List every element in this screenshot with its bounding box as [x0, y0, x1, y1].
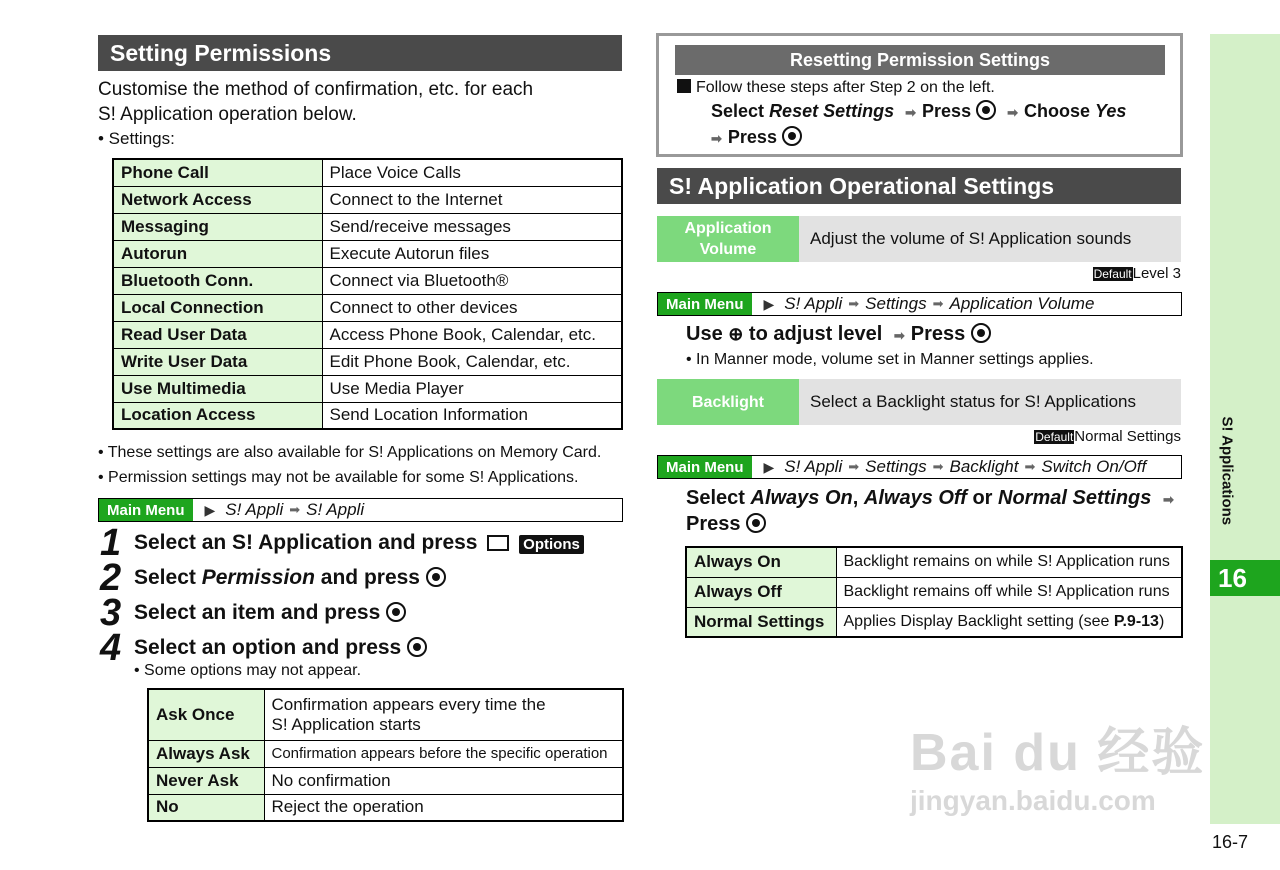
center-key-icon [407, 637, 427, 657]
volume-note: • In Manner mode, volume set in Manner settings applies. [686, 351, 1094, 368]
center-key-icon [386, 602, 406, 622]
step-1: 1 Select an S! Application and press Options [100, 525, 584, 560]
triangle-icon: ▶ [763, 458, 775, 475]
permission-row: Messaging Send/receive messages [113, 213, 622, 240]
chapter-number[interactable]: 16 [1210, 560, 1280, 596]
reset-line1: Follow these steps after Step 2 on the left. [677, 79, 1180, 97]
main-menu-path-volume: Main Menu ▶ S! Appli ➡ Settings ➡ Application Volume [657, 292, 1182, 316]
intro-text: Customise the method of confirmation, etc. for each S! Application operation below. [98, 79, 534, 125]
volume-instruction: Use ⊕ to adjust level ➡ Press [686, 323, 991, 346]
feature-application-volume: Application Volume Adjust the volume of S! Application sounds [657, 216, 1181, 262]
permission-row: Autorun Execute Autorun files [113, 240, 622, 267]
sidebar-label: S! Applications [1218, 416, 1236, 526]
watermark: Bai du 经验 jingyan.baidu.com [910, 724, 1206, 816]
section-title-setting-permissions: Setting Permissions [98, 35, 622, 71]
main-menu-tag: Main Menu [99, 499, 193, 521]
center-key-icon [426, 567, 446, 587]
permission-row: Phone Call Place Voice Calls [113, 159, 622, 186]
reset-box [656, 33, 1183, 157]
options-table: Ask Once Confirmation appears every time the S! Application starts Always Ask Confirmation appears before the specific operation Never Ask No confirmation No Reject the operation [147, 688, 624, 822]
backlight-table: Always On Backlight remains on while S! Application runs Always Off Backlight remains off while S! Application runs Normal Settings Applies Display Backlight setting (see P.9-13) [685, 546, 1183, 638]
note-availability: • Permission settings may not be available for some S! Applications. [98, 469, 579, 486]
step-note: • Some options may not appear. [134, 662, 362, 679]
section-title-operational: S! Application Operational Settings [657, 168, 1181, 204]
permission-row: Bluetooth Conn. Connect via Bluetooth® [113, 267, 622, 294]
triangle-icon: ▶ [763, 295, 775, 312]
permission-row: Local Connection Connect to other devices [113, 294, 622, 321]
permission-row: Network Access Connect to the Internet [113, 186, 622, 213]
step-2: 2 Select Permission and press [100, 560, 584, 595]
main-menu-path-backlight: Main Menu ▶ S! Appli ➡ Settings ➡ Backlight ➡ Switch On/Off [657, 455, 1182, 479]
step-3: 3 Select an item and press [100, 595, 584, 630]
mail-key-icon [487, 535, 509, 551]
note-memory-card: • These settings are also available for S! Applications on Memory Card. [98, 444, 602, 461]
feature-backlight: Backlight Select a Backlight status for S! Applications [657, 379, 1181, 425]
triangle-icon: ▶ [204, 501, 216, 518]
permission-row: Use Multimedia Use Media Player [113, 375, 622, 402]
backlight-default: DefaultNormal Settings [1035, 428, 1181, 445]
steps-list [100, 521, 584, 669]
backlight-instruction: Select Always On, Always Off or Normal Settings ➡ Press [686, 487, 1174, 535]
sidebar-label-wrap [1210, 416, 1240, 555]
navigation-key-icon: ⊕ [728, 324, 744, 344]
volume-default: DefaultLevel 3 [1093, 265, 1181, 282]
arrow-icon: ➡ [289, 502, 301, 517]
reset-title: Resetting Permission Settings [675, 45, 1165, 75]
square-bullet-icon [677, 79, 691, 93]
reset-step-line2: ➡ Press [711, 126, 1180, 148]
step-4: 4 Select an option and press [100, 630, 584, 665]
settings-label: • Settings: [98, 129, 175, 148]
page-number: 16-7 [1212, 832, 1249, 852]
permissions-table [112, 158, 623, 430]
options-softkey: Options [519, 535, 584, 554]
permission-row: Write User Data Edit Phone Book, Calendar, etc. [113, 348, 622, 375]
permission-notes [98, 440, 601, 490]
main-menu-path-left: Main Menu ▶ S! Appli ➡ S! Appli [98, 498, 623, 522]
reset-step-line: Select Reset Settings ➡ Press ➡ Choose Yes [711, 101, 1127, 121]
permission-row: Read User Data Access Phone Book, Calendar, etc. [113, 321, 622, 348]
permission-row: Location Access Send Location Information [113, 402, 622, 429]
